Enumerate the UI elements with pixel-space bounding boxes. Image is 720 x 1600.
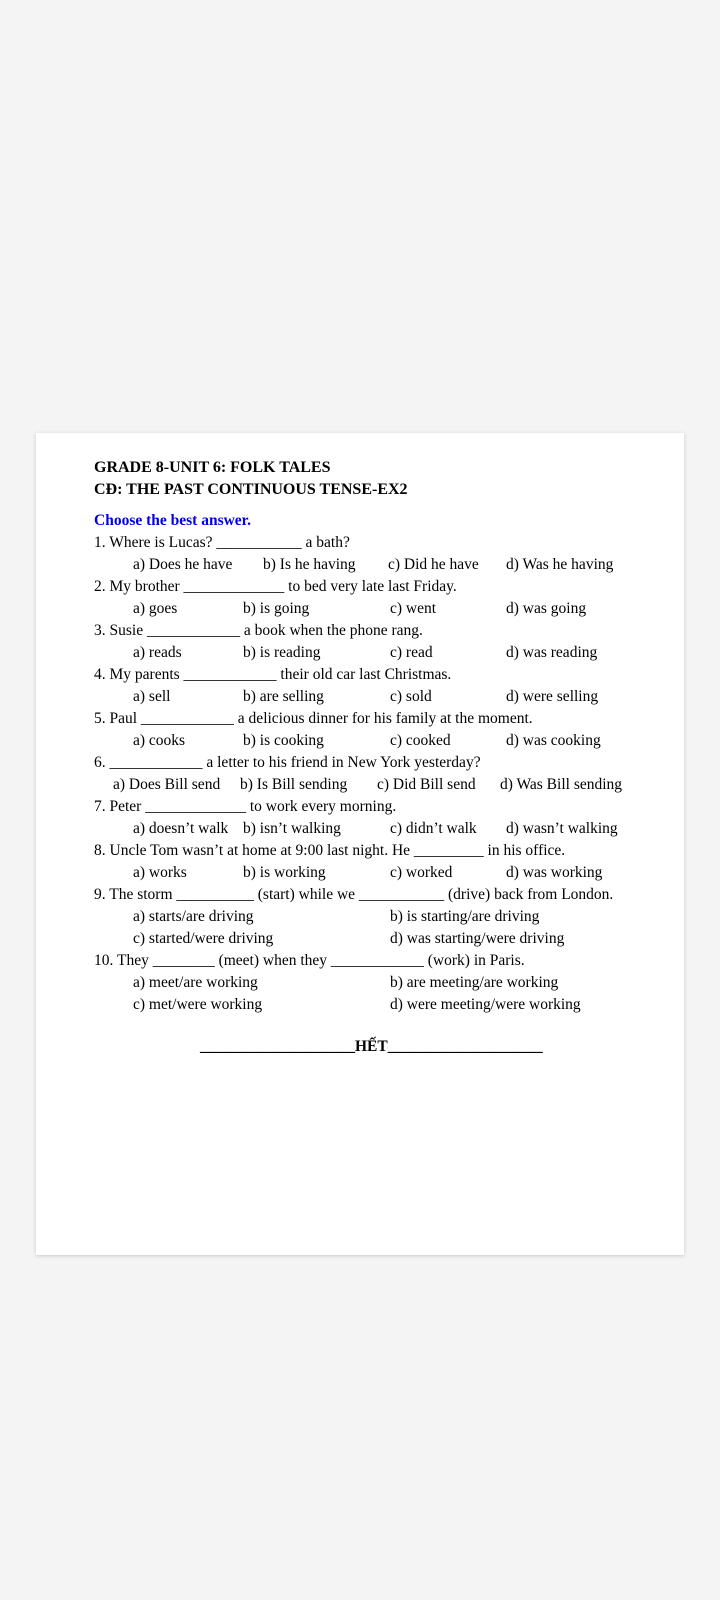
option-c: c) read [390,644,433,661]
question-2 [94,576,668,620]
option-c: c) didn’t walk [390,820,477,837]
question-text: 7. Peter _____________ to work every morning. [94,798,397,815]
option-b: b) are meeting/are working [390,974,559,991]
question-7 [94,796,668,840]
option-b: b) isn’t walking [243,820,341,837]
question-4 [94,664,668,708]
end-of-test-marker: ____________________HẾT____________________ [200,1038,543,1055]
option-b: b) is working [243,864,326,881]
question-text: 4. My parents ____________ their old car last Christmas. [94,666,452,683]
option-b: b) is going [243,600,310,617]
options-row [113,774,668,796]
option-c: c) cooked [390,732,451,749]
option-d: d) Was he having [506,556,614,573]
option-a: a) starts/are driving [133,908,254,925]
options-row [133,730,668,752]
option-d: d) was reading [506,644,598,661]
option-b: b) Is Bill sending [240,776,348,793]
option-d: d) was going [506,600,587,617]
question-text: 5. Paul ____________ a delicious dinner for his family at the moment. [94,710,533,727]
instruction-text: Choose the best answer. [94,512,252,529]
question-text: 1. Where is Lucas? ___________ a bath? [94,534,350,551]
question-text: 10. They ________ (meet) when they ____________ (work) in Paris. [94,952,525,969]
option-b: b) is starting/are driving [390,908,540,925]
question-8 [94,840,668,884]
options-row [133,554,668,576]
option-d: d) wasn’t walking [506,820,618,837]
document-subtitle: CĐ: THE PAST CONTINUOUS TENSE-EX2 [94,481,408,498]
question-text: 9. The storm __________ (start) while we ___________ (drive) back from London. [94,886,614,903]
option-c: c) Did Bill send [377,776,476,793]
option-d: d) were selling [506,688,599,705]
option-d: d) was starting/were driving [390,930,565,947]
option-c: c) worked [390,864,453,881]
option-a: a) sell [133,688,171,705]
question-6 [94,752,668,796]
question-9 [94,884,668,950]
option-c: c) Did he have [388,556,479,573]
question-10 [94,950,668,1016]
option-a: a) Does he have [133,556,233,573]
question-text: 3. Susie ____________ a book when the phone rang. [94,622,423,639]
option-b: b) Is he having [263,556,356,573]
question-text: 2. My brother _____________ to bed very late last Friday. [94,578,457,595]
option-a: a) cooks [133,732,186,749]
option-b: b) is cooking [243,732,324,749]
option-a: a) reads [133,644,182,661]
option-a: a) meet/are working [133,974,258,991]
question-3 [94,620,668,664]
option-a: a) Does Bill send [113,776,221,793]
options-row [133,598,668,620]
option-c: c) started/were driving [133,930,274,947]
question-5 [94,708,668,752]
question-1 [94,532,668,576]
options-row [133,818,668,840]
option-b: b) are selling [243,688,324,705]
option-d: d) Was Bill sending [500,776,623,793]
option-d: d) was cooking [506,732,601,749]
option-b: b) is reading [243,644,321,661]
options-grid [133,906,668,950]
options-row [133,862,668,884]
question-text: 8. Uncle Tom wasn’t at home at 9:00 last night. He _________ in his office. [94,842,566,859]
options-row [133,686,668,708]
option-d: d) was working [506,864,603,881]
option-c: c) met/were working [133,996,263,1013]
document-page [36,433,684,1255]
option-c: c) sold [390,688,432,705]
option-a: a) goes [133,600,178,617]
option-a: a) doesn’t walk [133,820,229,837]
options-row [133,642,668,664]
option-d: d) were meeting/were working [390,996,581,1013]
option-a: a) works [133,864,187,881]
document-title: GRADE 8-UNIT 6: FOLK TALES [94,459,331,476]
question-text: 6. ____________ a letter to his friend in New York yesterday? [94,754,481,771]
document-content [36,433,684,1058]
options-grid [133,972,668,1016]
option-c: c) went [390,600,437,617]
